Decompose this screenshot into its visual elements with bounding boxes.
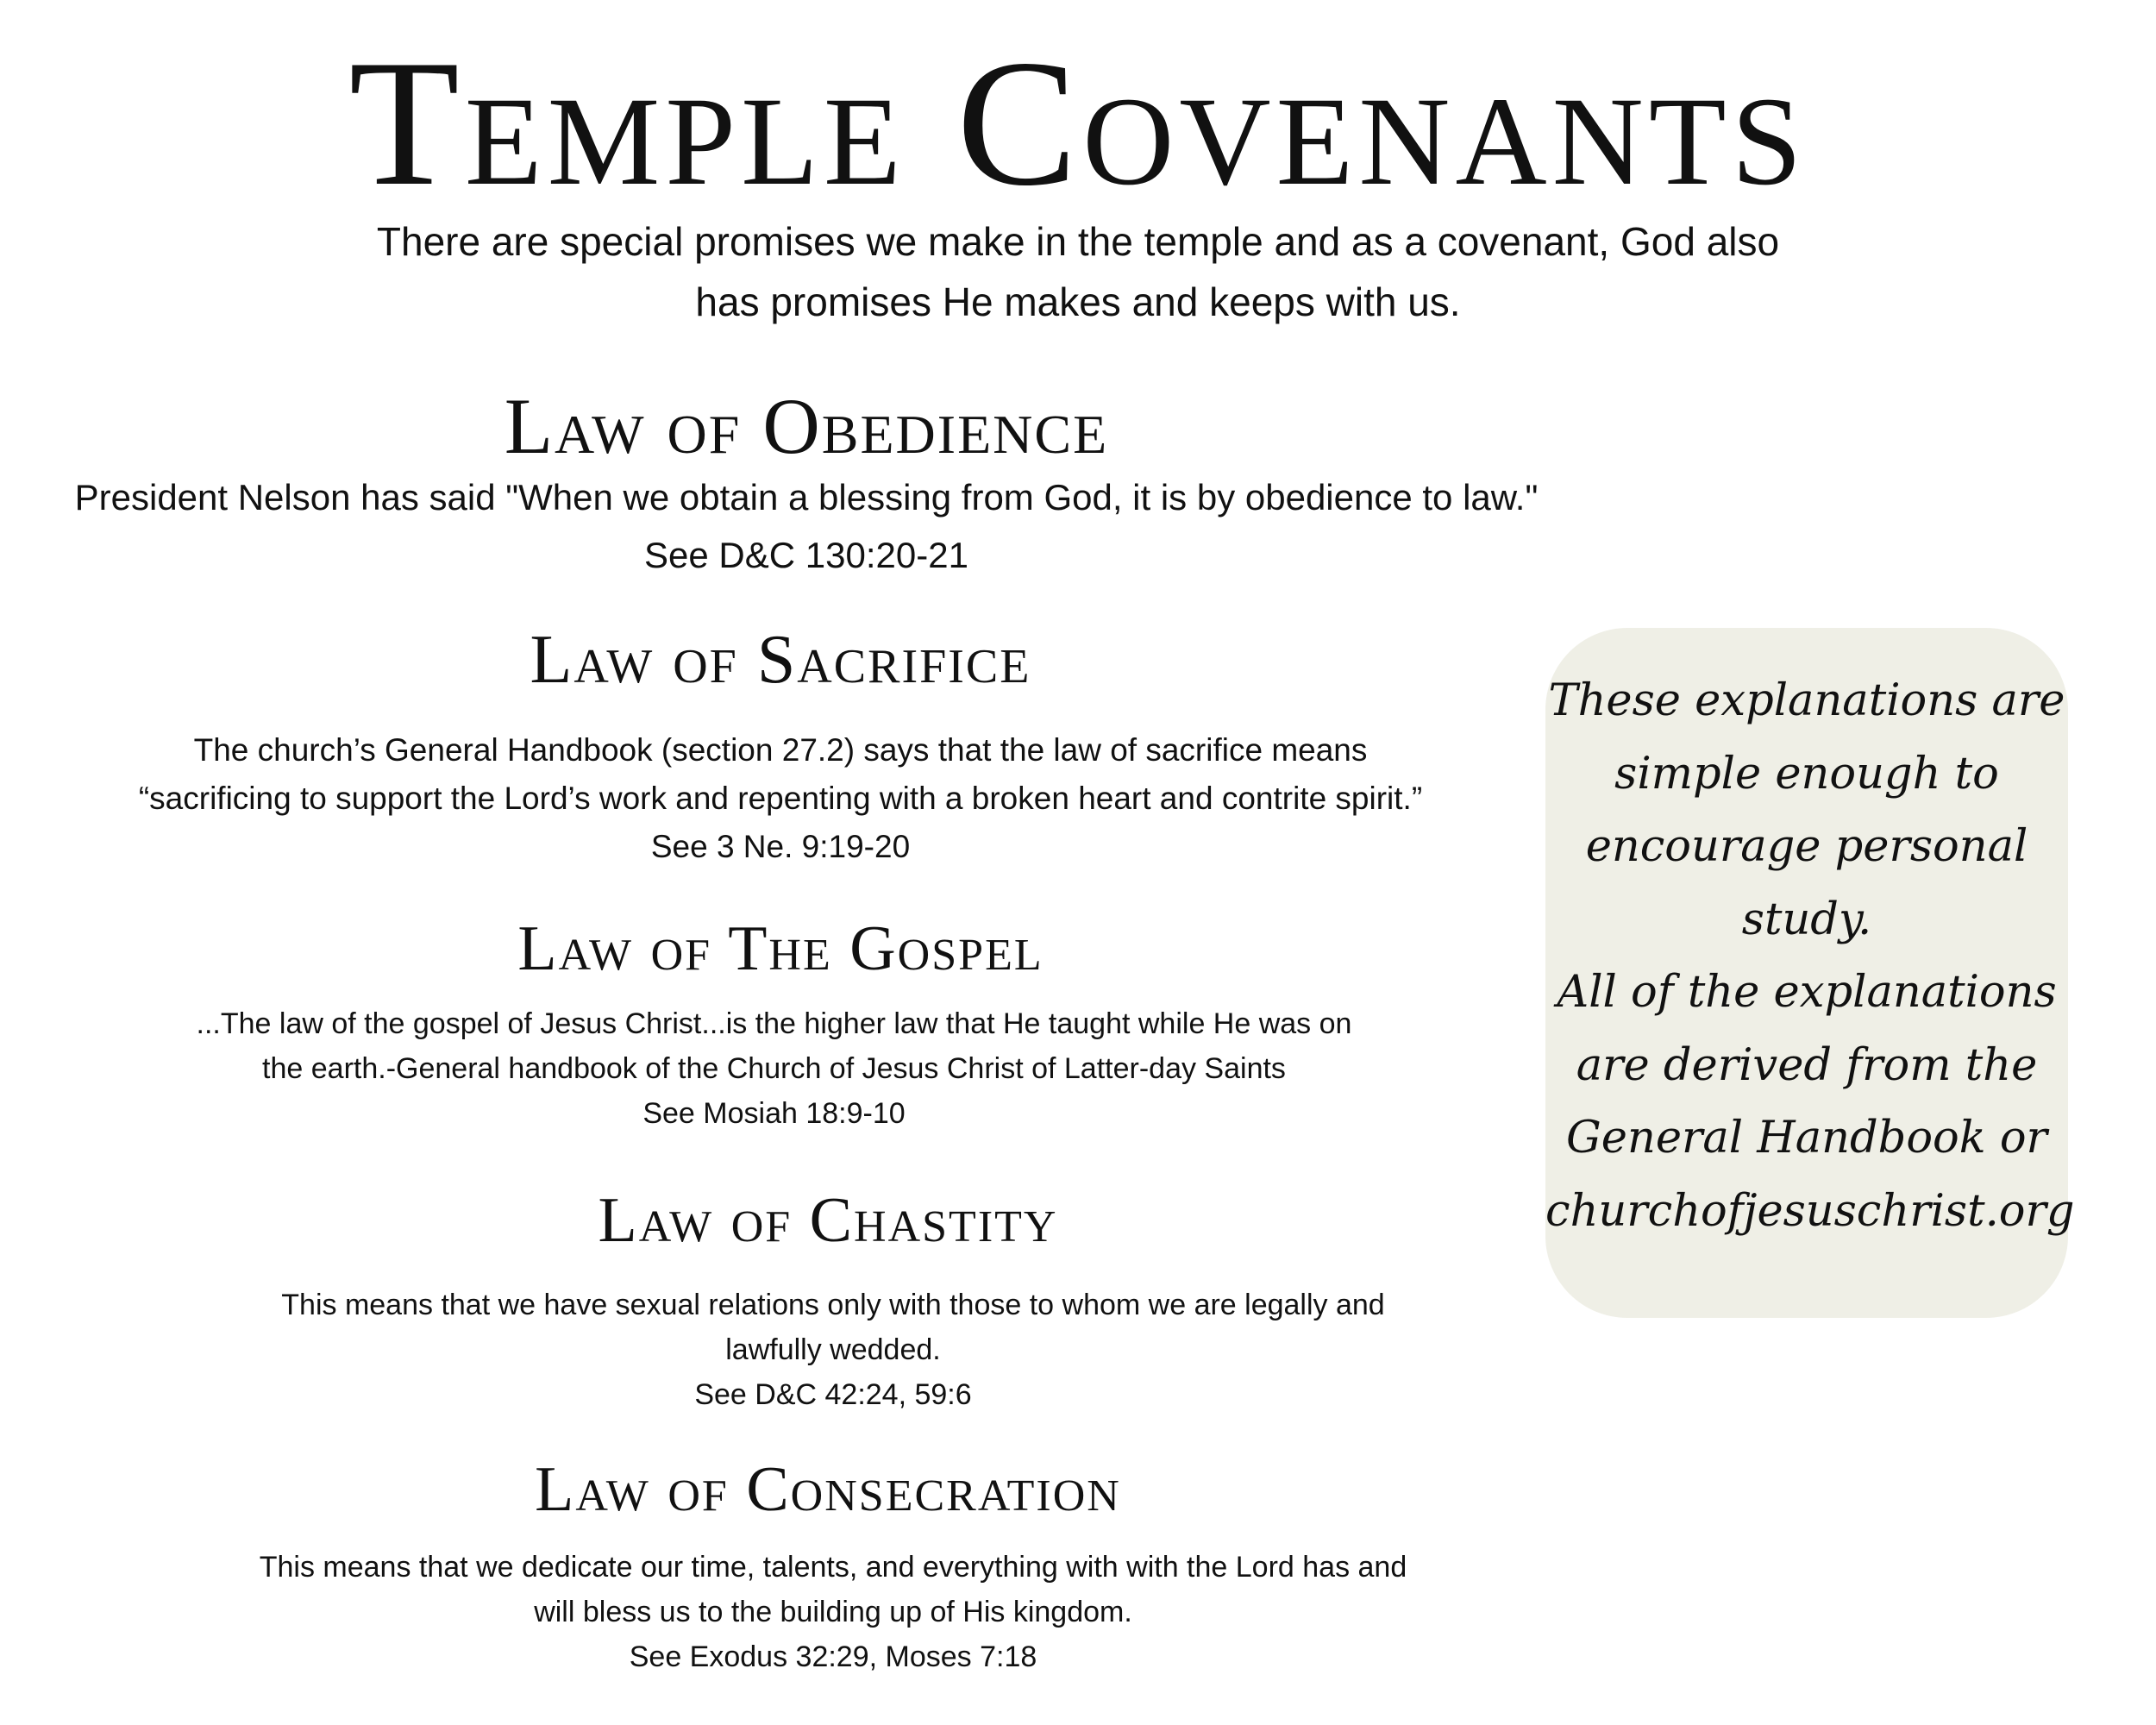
explanation-note-box (1545, 628, 2075, 1318)
note-line: General Handbook or (1566, 1113, 2047, 1164)
scripture-reference: See D&C 42:24, 59:6 (694, 1378, 972, 1411)
section-body-sacrifice (0, 726, 1561, 871)
section-heading-chastity: Law of Chastity (598, 1185, 1058, 1256)
scripture-reference: See Exodus 32:29, Moses 7:18 (629, 1640, 1037, 1673)
note-line: are derived from the (1576, 1039, 2038, 1091)
intro-line: has promises He makes and keeps with us. (695, 279, 1461, 324)
body-line: the earth.-General handbook of the Church of Jesus Christ of Latter-day Saints (262, 1052, 1286, 1085)
section-heading-gospel: Law of The Gospel (517, 913, 1044, 984)
scripture-reference: See D&C 130:20-21 (644, 535, 968, 575)
body-line: The church’s General Handbook (section 27.2) says that the law of sacrifice means (193, 732, 1368, 768)
section-body-chastity (0, 1283, 1666, 1417)
body-line: ...The law of the gospel of Jesus Christ...is the higher law that He taught while He was on (196, 1007, 1352, 1040)
intro-line: There are special promises we make in the temple and as a covenant, God also (376, 219, 1780, 264)
section-body-gospel (0, 1001, 1548, 1136)
body-line: lawfully wedded. (725, 1333, 941, 1366)
page-title: Temple Covenants (348, 23, 1808, 223)
note-line: These explanations are (1548, 675, 2065, 726)
intro-text (302, 211, 1854, 332)
scripture-reference: See Mosiah 18:9-10 (642, 1097, 906, 1130)
note-line: simple enough to (1614, 748, 1999, 800)
note-line: All of the explanations (1557, 967, 2057, 1018)
section-heading-obedience: Law of Obedience (504, 382, 1109, 470)
section-body-obedience (0, 468, 1613, 584)
body-line: This means that we dedicate our time, talents, and everything with with the Lord has and (259, 1551, 1407, 1584)
body-line: President Nelson has said "When we obtain a blessing from God, it is by obedience to law." (74, 477, 1539, 518)
body-line: This means that we have sexual relations only with those to whom we are legally and (281, 1289, 1385, 1321)
note-line: study. (1741, 894, 1872, 945)
scripture-reference: See 3 Ne. 9:19-20 (650, 829, 911, 864)
note-line: encourage personal (1585, 821, 2028, 872)
body-line: will bless us to the building up of His kingdom. (534, 1596, 1132, 1628)
section-heading-consecration: Law of Consecration (535, 1454, 1121, 1525)
note-line: churchofjesuschrist.org (1545, 1185, 2075, 1237)
section-heading-sacrifice: Law of Sacrifice (530, 622, 1031, 698)
section-body-consecration (0, 1545, 1666, 1679)
body-line: “sacrificing to support the Lord’s work and repenting with a broken heart and contrite spirit.” (138, 781, 1423, 816)
